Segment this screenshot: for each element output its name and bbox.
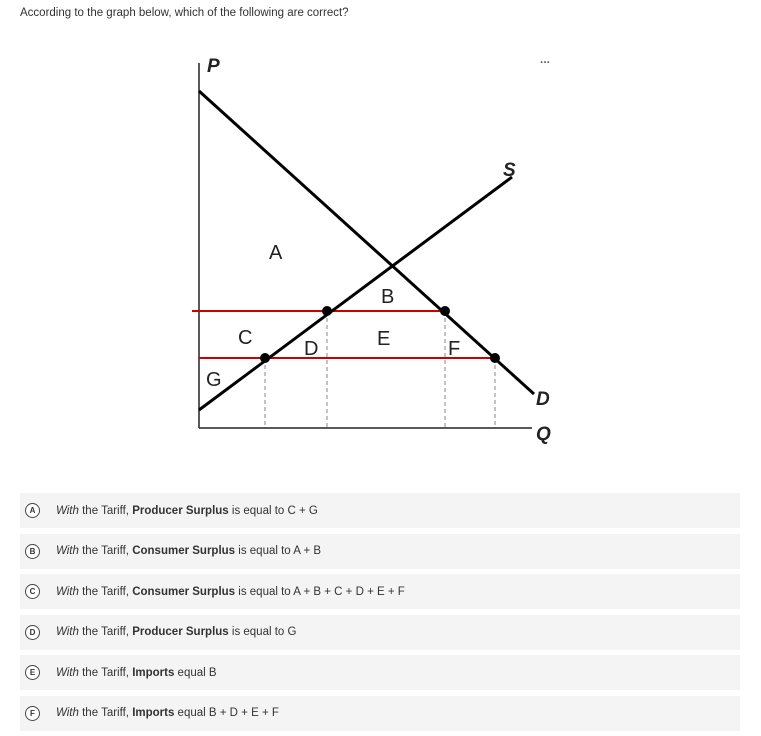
option-d[interactable]: [20, 615, 740, 650]
option-letter: B: [25, 544, 40, 559]
point-supply-tariff: [322, 306, 332, 316]
option-c[interactable]: [20, 574, 740, 609]
label-region-c: C: [238, 327, 253, 349]
option-letter: A: [25, 503, 40, 518]
label-region-g: G: [206, 369, 222, 391]
label-region-d: D: [304, 338, 319, 360]
label-p-axis: P: [207, 56, 220, 77]
label-region-e: E: [377, 328, 391, 350]
option-letter: D: [25, 625, 40, 640]
option-e[interactable]: [20, 655, 740, 690]
label-supply: S: [503, 160, 516, 181]
point-supply-world: [260, 353, 270, 363]
label-region-a: A: [269, 242, 283, 264]
answer-options: [20, 493, 740, 736]
option-letter: F: [25, 706, 40, 721]
label-q-axis: Q: [536, 424, 551, 445]
option-text: With the Tariff, Consumer Surplus is equal to A + B: [56, 545, 322, 557]
option-letter: E: [25, 665, 40, 680]
option-letter: C: [25, 584, 40, 599]
label-region-f: F: [448, 338, 461, 360]
more-options-icon[interactable]: ...: [540, 52, 551, 66]
option-text: With the Tariff, Imports equal B + D + E + F: [56, 707, 279, 719]
option-f[interactable]: [20, 696, 740, 731]
label-demand: D: [536, 389, 550, 410]
option-text: With the Tariff, Producer Surplus is equal to C + G: [56, 504, 318, 517]
point-demand-world: [490, 353, 500, 363]
option-text: With the Tariff, Consumer Surplus is equal to A + B + C + D + E + F: [56, 585, 405, 598]
option-b[interactable]: [20, 534, 740, 569]
option-text: With the Tariff, Producer Surplus is equal to G: [56, 626, 297, 638]
point-demand-tariff: [440, 306, 450, 316]
option-a[interactable]: [20, 493, 740, 528]
label-region-b: B: [381, 286, 395, 308]
question-text: According to the graph below, which of the following are correct?: [20, 7, 349, 19]
option-text: With the Tariff, Imports equal B: [56, 666, 217, 679]
supply-curve: [199, 177, 512, 410]
